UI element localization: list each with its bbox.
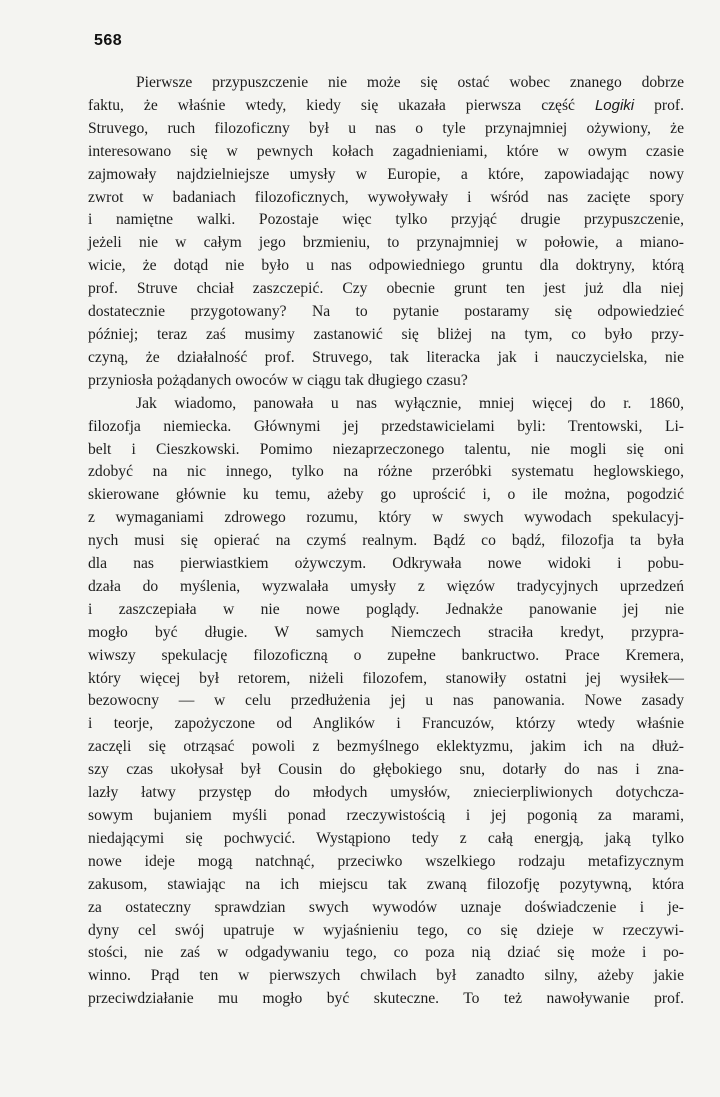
text-line: który więcej był retorem, niżeli filozofem, stanowiły ostatni jej wysiłek— xyxy=(88,669,684,687)
text-line: mogło być długie. W samych Niemczech straciła kredyt, przypra- xyxy=(88,623,684,641)
text-line-part: faktu, że właśnie wtedy, kiedy się ukazała pierwsza część xyxy=(88,96,575,114)
text-line: filozofja niemiecka. Głównymi jej przedstawicielami byli: Trentowski, Li- xyxy=(88,417,684,435)
text-line: zdobyć na nic innego, tylko na różne przeróbki systematu heglowskiego, xyxy=(88,463,684,481)
text-line: nowe ideje mogą natchnąć, przeciwko wszelkiego rodzaju metafizycznym xyxy=(88,852,684,870)
paragraph-1 xyxy=(88,72,684,393)
text-line: i teorje, zapożyczone od Anglików i Francuzów, którzy wtedy właśnie xyxy=(88,715,684,733)
text-line: dostatecznie przygotowany? Na to pytanie postaramy się odpowiedzieć xyxy=(88,303,684,321)
text-line: winno. Prąd ten w pierwszych chwilach był zanadto silny, ażeby jakie xyxy=(88,967,684,985)
text-line: prof. Struve chciał zaszczepić. Czy obecnie grunt ten jest już dla niej xyxy=(88,280,684,298)
text-line: szy czas ukołysał był Cousin do głębokiego snu, dotarły do nas i zna- xyxy=(88,761,684,779)
text-line: interesowano się w pewnych kołach zagadnieniami, które w owym czasie xyxy=(88,142,684,160)
text-line: dyny cel swój upatruje w wyjaśnieniu tego, co się dzieje w rzeczywi- xyxy=(88,921,684,939)
book-title-logiki: Logiki xyxy=(594,96,635,114)
text-line: stości, nie zaś w odgadywaniu tego, co poza nią dziać się może i po- xyxy=(88,944,684,962)
text-line: zakusom, stawiając na ich miejscu tak zwaną filozofję pozytywną, która xyxy=(88,875,684,893)
text-line: nych musi się opierać na czymś realnym. Bądź co bądź, filozofja ta była xyxy=(88,532,684,550)
text-line: Jak wiadomo, panowała u nas wyłącznie, mniej więcej do r. 1860, xyxy=(136,394,684,412)
text-line-part: prof. xyxy=(654,96,685,114)
text-line: i namiętne walki. Pozostaje więc tylko przyjąć drugie przypuszczenie, xyxy=(88,211,684,229)
page-number: 568 xyxy=(94,32,123,49)
text-line: Pierwsze przypuszczenie nie może się ostać wobec znanego dobrze xyxy=(136,74,684,91)
text-line: zwrot w badaniach filozoficznych, wywoływały i wśród nas zacięte spory xyxy=(88,188,684,206)
text-line xyxy=(88,95,684,118)
text-line: bezowocny — w celu przedłużenia jej u nas panowania. Nowe zasady xyxy=(88,692,684,710)
text-line: jeżeli nie w całym jego brzmieniu, to przynajmniej w połowie, a miano- xyxy=(88,234,684,252)
text-line: przyniosła pożądanych owoców w ciągu tak długiego czasu? xyxy=(88,371,468,389)
text-line: z wymaganiami zdrowego rozumu, który w swych wywodach spekulacyj- xyxy=(88,509,684,527)
text-line: później; teraz zaś musimy zastanowić się bliżej na tym, co było przy- xyxy=(88,325,684,343)
text-line: za ostateczny sprawdzian swych wywodów uznaje doświadczenie i je- xyxy=(88,898,684,916)
text-line: wicie, że dotąd nie było u nas odpowiedniego gruntu dla doktryny, którą xyxy=(88,257,684,275)
text-line: dla nas pierwiastkiem ożywczym. Odkrywała nowe widoki i pobu- xyxy=(88,555,684,573)
text-line: i zaszczepiała w nie nowe poglądy. Jednakże panowanie jej nie xyxy=(88,600,684,618)
text-line: przeciwdziałanie mu mogło być skuteczne. To też nawoływanie prof. xyxy=(88,990,684,1008)
text-line: Struvego, ruch filozoficzny był u nas o tyle przynajmniej ożywiony, że xyxy=(88,119,684,137)
text-line: wiwszy spekulację filozoficzną o zupełne bankructwo. Prace Kremera, xyxy=(88,646,684,664)
text-line: niedającymi się pochwycić. Wystąpiono tedy z całą energją, jaką tylko xyxy=(88,829,684,847)
text-line: zajmowały najdzielniejsze umysły w Europie, a które, zapowiadając nowy xyxy=(88,165,684,183)
text-line: dzała do myślenia, wyzwalała umysły z więzów tradycyjnych uprzedzeń xyxy=(88,577,684,595)
text-line: sowym bujaniem myśli ponad rzeczywistością i jej pogonią za marami, xyxy=(88,807,684,824)
paragraph-2 xyxy=(88,393,684,1011)
text-line: czyną, że działalność prof. Struvego, tak literacka jak i nauczycielska, nie xyxy=(88,348,684,366)
body-text xyxy=(88,72,684,1011)
text-line: zaczęli się otrząsać powoli z bezmyślnego eklektyzmu, jakim ich na dłuż- xyxy=(88,738,684,756)
text-line: skierowane głównie ku temu, ażeby go uprościć i, o ile można, pogodzić xyxy=(88,486,684,504)
text-line: belt i Cieszkowski. Pomimo niezaprzeczonego talentu, nie mogli się oni xyxy=(88,440,684,458)
text-line: lazły łatwy przystęp do młodych umysłów, zniecierpliwionych dotychcza- xyxy=(88,784,684,802)
